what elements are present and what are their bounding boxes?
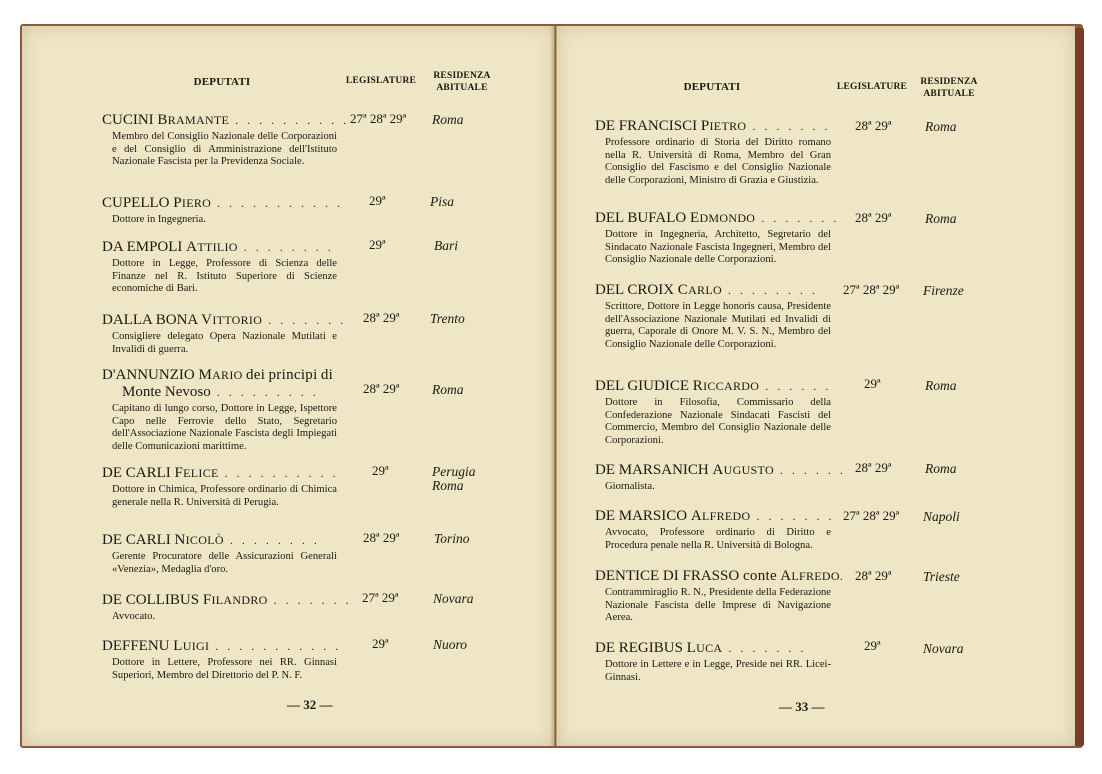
- deputy-entry: [102, 195, 344, 227]
- deputy-residence: Napoli: [923, 509, 960, 524]
- deputy-residence: Roma: [432, 112, 464, 127]
- deputy-entry: [595, 508, 835, 552]
- deputy-legislature: 29ª: [372, 463, 389, 478]
- deputy-legislature: 29ª: [369, 193, 386, 208]
- deputy-legislature: 28ª 29ª: [363, 310, 400, 325]
- deputy-legislature: 29ª: [372, 636, 389, 651]
- header-residenza-line1: RESIDENZA: [433, 71, 491, 81]
- deputy-residence: Novara: [923, 641, 964, 656]
- deputy-legislature: 28ª 29ª: [855, 210, 892, 225]
- deputy-name-continued: Monte Nevoso . . . . . . . . .: [122, 384, 319, 400]
- header-residenza: [909, 76, 989, 100]
- deputy-description: Scrittore, Dottore in Legge honoris causa, Presidente dell'Associazione Nazionale Mutilati ed Invalidi di guerra, Caporale di Onore M. V. S. N., Membro del Consiglio Nazionale delle Corporazioni.: [605, 301, 831, 350]
- deputy-residence: Roma: [925, 378, 957, 393]
- deputy-name: DENTICE DI FRASSO conte ALFREDO.: [595, 568, 846, 584]
- deputy-legislature: 28ª 29ª: [363, 381, 400, 396]
- deputy-legislature: 28ª 29ª: [855, 460, 892, 475]
- deputy-residence: Roma: [925, 211, 957, 226]
- deputy-name: DA EMPOLI ATTILIO . . . . . . . .: [102, 239, 334, 255]
- deputy-legislature: 28ª 29ª: [855, 118, 892, 133]
- deputy-entry: [102, 367, 337, 453]
- deputy-entry: [102, 465, 337, 509]
- deputy-entry: [595, 462, 846, 494]
- header-residenza-line2: ABITUALE: [923, 89, 975, 99]
- deputy-legislature: 27ª 28ª 29ª: [843, 282, 900, 297]
- book-back-edge: [1074, 28, 1084, 746]
- deputy-legislature: 27ª 28ª 29ª: [350, 111, 407, 126]
- deputy-residence: Pisa: [430, 194, 455, 209]
- deputy-entry: [595, 378, 831, 447]
- deputy-legislature: 29ª: [369, 237, 386, 252]
- deputy-name: DE COLLIBUS FILANDRO . . . . . . .: [102, 592, 352, 608]
- header-residenza-line1: RESIDENZA: [920, 77, 978, 87]
- deputy-name: CUPELLO PIERO . . . . . . . . . . .: [102, 195, 344, 211]
- deputy-description: Membro del Consiglio Nazionale delle Corporazioni e del Consiglio di Amministrazione dell'Istituto Nazionale Fascista per la Previdenza Sociale.: [112, 131, 337, 168]
- deputy-name: DE CARLI NICOLÒ . . . . . . . .: [102, 532, 320, 548]
- deputy-description: Consigliere delegato Opera Nazionale Mutilati e Invalidi di guerra.: [112, 331, 337, 355]
- deputy-description: Gerente Procuratore delle Assicurazioni Generali «Venezia», Medaglia d'oro.: [112, 551, 337, 575]
- deputy-entry: [595, 210, 840, 267]
- deputy-entry: [102, 112, 350, 169]
- deputy-residence-line: Roma: [432, 478, 464, 493]
- deputy-legislature: 28ª 29ª: [363, 530, 400, 545]
- deputy-legislature: 29ª: [864, 638, 881, 653]
- deputy-name: DALLA BONA VITTORIO . . . . . . .: [102, 312, 347, 328]
- deputy-name: DE MARSANICH AUGUSTO . . . . . .: [595, 462, 846, 478]
- deputy-description: Avvocato, Professore ordinario di Diritto e Procedura penale nella R. Università di Bologna.: [605, 527, 831, 551]
- deputy-legislature: 27ª 29ª: [362, 590, 399, 605]
- deputy-description: Dottore in Lettere, Professore nei RR. Ginnasi Superiori, Membro del Direttorio del P. N. F.: [112, 657, 337, 681]
- deputy-legislature: 28ª 29ª: [855, 568, 892, 583]
- deputy-description: Dottore in Chimica, Professore ordinario di Chimica generale nella R. Università di Perugia.: [112, 484, 337, 508]
- deputy-entry: [102, 312, 347, 356]
- right-page: [556, 26, 1075, 746]
- header-deputati: DEPUTATI: [193, 76, 251, 88]
- deputy-legislature: 29ª: [864, 376, 881, 391]
- deputy-residence: Torino: [434, 531, 470, 546]
- deputy-entry: [595, 118, 831, 187]
- deputy-name: DEFFENU LUIGI . . . . . . . . . . .: [102, 638, 342, 654]
- deputy-entry: [595, 282, 831, 351]
- deputy-description: Dottore in Ingegneria.: [112, 214, 206, 225]
- deputy-description: Professore ordinario di Storia del Diritto romano nella R. Università di Roma, Membro del Gran Consiglio del Fascismo e del Consiglio Nazionale delle Corporazioni, Ministro di Grazia e Giustizia.: [605, 137, 831, 186]
- page-number: — 33 —: [779, 699, 825, 714]
- deputy-description: Contrammiraglio R. N., Presidente della Federazione Nazionale Fascista delle Imprese di Navigazione Aerea.: [605, 587, 831, 624]
- deputy-description: Dottore in Ingegneria, Architetto, Segretario del Sindacato Nazionale Fascista Ingegneri, Membro del Consiglio Nazionale delle Corporazioni.: [605, 229, 831, 266]
- deputy-name: DE CARLI FELICE . . . . . . . . . .: [102, 465, 339, 481]
- deputy-name: CUCINI BRAMANTE . . . . . . . . . .: [102, 112, 350, 128]
- page-number: — 32 —: [287, 697, 333, 712]
- deputy-entry: [102, 239, 337, 296]
- deputy-residence: Firenze: [923, 283, 964, 298]
- deputy-name: DEL CROIX CARLO . . . . . . . .: [595, 282, 818, 298]
- deputy-description: Avvocato.: [112, 611, 156, 622]
- deputy-name: DE FRANCISCI PIETRO . . . . . . .: [595, 118, 831, 134]
- header-legislature: LEGISLATURE: [836, 82, 908, 92]
- deputy-description: Capitano di lungo corso, Dottore in Legge, Ispettore Capo nelle Ferrovie dello Stato, Segretario dell'Associazione Nazionale Fascista degli Impiegati delle Comunicazioni marittime.: [112, 403, 337, 452]
- deputy-legislature: 27ª 28ª 29ª: [843, 508, 900, 523]
- deputy-residence: Bari: [434, 238, 459, 253]
- deputy-name: DE MARSICO ALFREDO . . . . . . .: [595, 508, 835, 524]
- left-page: [22, 26, 555, 746]
- deputy-entry: [102, 638, 342, 682]
- deputy-residence: Roma: [925, 461, 957, 476]
- deputy-name: DE REGIBUS LUCA . . . . . . .: [595, 640, 807, 656]
- deputy-description: Dottore in Filosofia, Commissario della Confederazione Nazionale Sindacati Fascisti del Commercio, Membro del Consiglio Nazionale delle Corporazioni.: [605, 397, 831, 446]
- deputy-residence: Trieste: [923, 569, 960, 584]
- deputy-entry: [595, 568, 846, 625]
- header-residenza-line2: ABITUALE: [436, 83, 488, 93]
- deputy-description: Giornalista.: [605, 481, 655, 492]
- deputy-entry: [102, 532, 337, 576]
- deputy-residence-line: Perugia: [432, 464, 476, 479]
- deputy-entry: [595, 640, 831, 684]
- deputy-residence: Roma: [432, 382, 464, 397]
- deputy-residence: Roma: [925, 119, 957, 134]
- header-deputati: DEPUTATI: [683, 81, 741, 93]
- deputy-name: DEL BUFALO EDMONDO . . . . . . .: [595, 210, 840, 226]
- deputy-entry: [102, 592, 352, 624]
- deputy-residence: [432, 465, 476, 493]
- deputy-name: DEL GIUDICE RICCARDO . . . . . .: [595, 378, 832, 394]
- header-residenza: [422, 70, 502, 94]
- deputy-residence: Novara: [433, 591, 474, 606]
- deputy-name: D'ANNUNZIO MARIO dei principi di: [102, 367, 334, 383]
- deputy-description: Dottore in Legge, Professore di Scienza delle Finanze nel R. Istituto Superiore di Scienze economiche di Bari.: [112, 258, 337, 295]
- header-legislature: LEGISLATURE: [345, 76, 417, 86]
- deputy-residence: Nuoro: [433, 637, 468, 652]
- deputy-description: Dottore in Lettere e in Legge, Preside nei RR. Licei-Ginnasi.: [605, 659, 831, 683]
- deputy-residence: Trento: [430, 311, 465, 326]
